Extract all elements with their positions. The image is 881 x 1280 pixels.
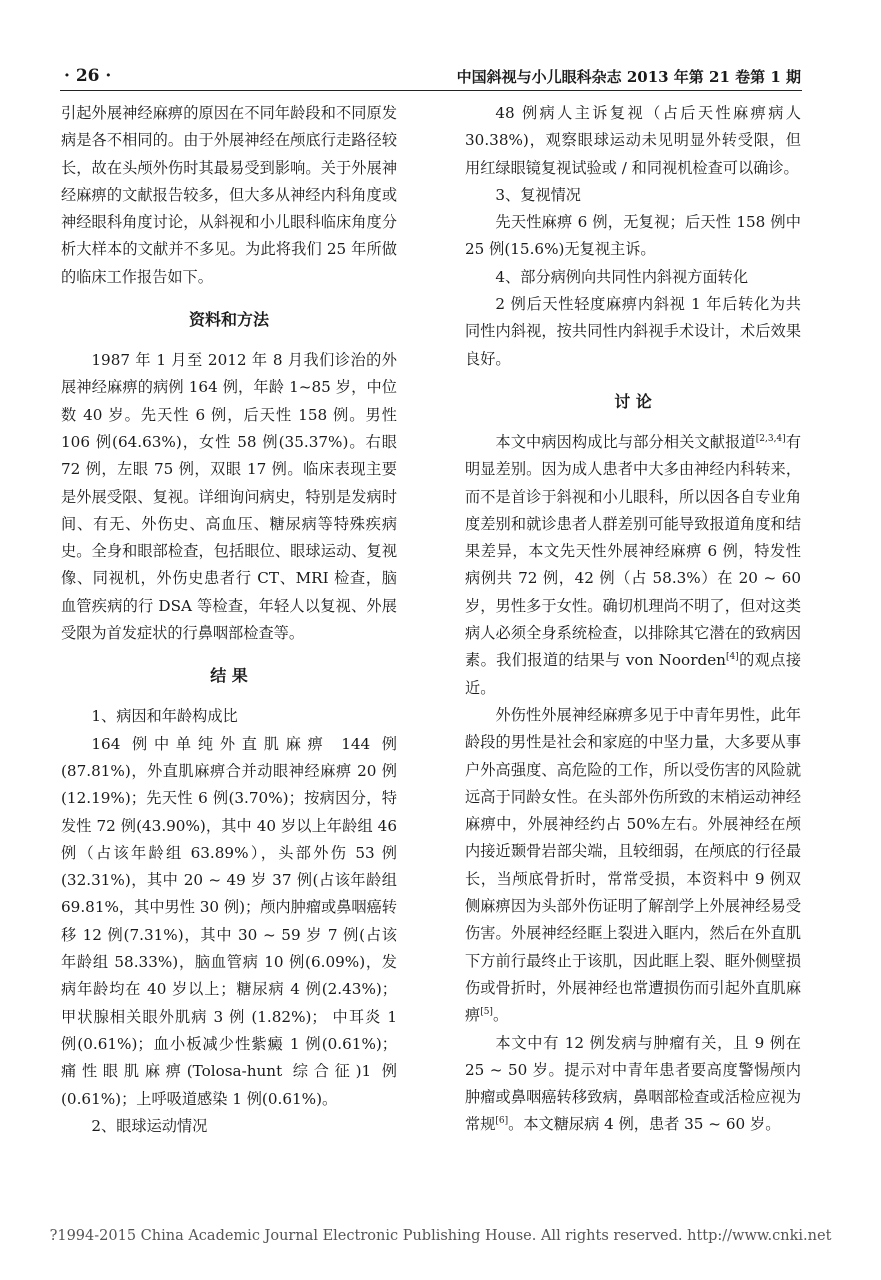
page-header [0,66,881,92]
results-paragraph-3: 先天性麻痹 6 例，无复视；后天性 158 例中 25 例(15.6%)无复视主诉。 [465,213,801,259]
results-subheading-3: 3、复视情况 [495,185,581,204]
results-subheading-4: 4、部分病例向共同性内斜视方面转化 [495,267,749,286]
left-column [61,100,397,1140]
citation: [6] [495,1116,509,1127]
discussion-paragraph-3 [465,1030,801,1139]
citation: [5] [480,1007,493,1018]
discussion-text: 的观点接近。 [465,651,801,697]
discussion-text: 外伤性外展神经麻痹多见于中青年男性，此年龄段的男性是社会和家庭的中坚力量，大多要从事户外高强度、高危险的工作，所以受伤害的风险就远高于同龄女性。在头部外伤所致的末梢运动神经麻痹中，外展神经约占 50%左右。外展神经在颅内接近颞骨岩部尖端，且较细弱，在颅底的行径最长，当颅底骨折时，常常受损，本资料中 9 例双侧麻痹因为头部外伤证明了解剖学上外展神经易受伤害。外展神经经眶上裂进入眶内，然后在外直肌下方前行最终止于该肌，因此眶上裂、眶外侧壁损伤或骨折时，外展神经也常遭损伤而引起外直肌麻痹 [465,705,801,1025]
discussion-text: 本文中有 12 例发病与肿瘤有关，且 9 例在 25 ~ 50 岁。提示对中青年患者要高度警惕颅内肿瘤或鼻咽癌转移致病，鼻咽部检查或活检应视为常规 [465,1033,801,1134]
discussion-text: 有明显差别。因为成人患者中大多由神经内科转来，而不是首诊于斜视和小儿眼科，所以因各自专业角度差别和就诊患者人群差别可能导致报道角度和结果差异，本文先天性外展神经麻痹 6 例，特发性病例共 72 例，42 例（占 58.3%）在 20 ~ 60 岁，男性多于女性。确切机理尚不明了，但对这类病人必须全身系统检查，以排除其它潜在的致病因素。我们报道的结果与 von Noorden [465,432,802,670]
page-number: · 26 · [64,66,112,86]
discussion-paragraph-1 [465,429,801,702]
discussion-text: 本文中病因构成比与部分相关文献报道 [495,432,756,451]
discussion-heading: 讨 论 [614,391,652,411]
journal-title: 中国斜视与小儿眼科杂志 2013 年第 21 卷第 1 期 [456,68,801,86]
results-paragraph-1: 164 例中单纯外直肌麻痹 144 例(87.81%)，外直肌麻痹合并动眼神经麻痹 20 例(12.19%)；先天性 6 例(3.70%)；按病因分，特发性 72 例(43.90%)，其中 40 岁以上年龄组 46 例（占该年龄组 63.89%），头部外伤 53 例(32.31%)，其中 20 ~ 49 岁 37 例(占该年龄组 69.81%，其中男性 30 例)；颅内肿瘤或鼻咽癌转移 12 例(7.31%)，其中 30 ~ 59 岁 7 例(占该年龄组 58.33%)，脑血管病 10 例(6.09%)，发病年龄均在 40 岁以上；糖尿病 4 例(2.43%)；甲状腺相关眼外肌病 3 例 (1.82%)； 中耳炎 1 例(0.61%)；血小板减少性紫癜 1 例(0.61%)；痛性眼肌麻痹(Tolosa-hunt 综合征)1 例(0.61%)；上呼吸道感染 1 例(0.61%)。 [61,734,397,1108]
results-subheading-2: 2、眼球运动情况 [91,1116,208,1135]
copyright-footer: ?1994-2015 China Academic Journal Electronic Publishing House. All rights reserved. http://www.cnki.net [49,1228,832,1244]
methods-heading: 资料和方法 [188,310,269,330]
right-column [465,100,801,1139]
discussion-text: 。本文糖尿病 4 例，患者 35 ~ 60 岁。 [508,1115,781,1134]
header-rule [60,90,802,91]
intro-paragraph: 引起外展神经麻痹的原因在不同年龄段和不同原发病是各不相同的。由于外展神经在颅底行走路径较长，故在头颅外伤时其最易受到影响。关于外展神经麻痹的文献报告较多，但大多从神经内科角度或神经眼科角度讨论，从斜视和小儿眼科临床角度分析大样本的文献并不多见。为此将我们 25 年所做的临床工作报告如下。 [61,104,397,286]
methods-paragraph: 1987 年 1 月至 2012 年 8 月我们诊治的外展神经麻痹的病例 164 例，年龄 1~85 岁，中位数 40 岁。先天性 6 例，后天性 158 例。男性 106 例(64.63%)，女性 58 例(35.37%)。右眼 72 例，左眼 75 例，双眼 17 例。临床表现主要是外展受限、复视。详细询问病史，特别是发病时间、有无、外伤史、高血压、糖尿病等特殊疾病史。全身和眼部检查，包括眼位、眼球运动、复视像、同视机，外伤史患者行 CT、MRI 检查，脑血管疾病的行 DSA 等检查，年轻人以复视、外展受限为首发症状的行鼻咽部检查等。 [61,351,397,643]
discussion-paragraph-2 [465,702,801,1030]
discussion-text: 。 [492,1006,509,1025]
citation: [2,3,4] [755,433,786,444]
results-paragraph-2: 48 例病人主诉复视（占后天性麻痹病人30.38%)，观察眼球运动未见明显外转受限，但用红绿眼镜复视试验或 / 和同视机检查可以确诊。 [465,104,801,177]
citation: [4] [725,652,739,663]
results-subheading-1: 1、病因和年龄构成比 [91,707,238,726]
results-paragraph-4: 2 例后天性轻度麻痹内斜视 1 年后转化为共同性内斜视，按共同性内斜视手术设计，术后效果良好。 [465,295,801,368]
results-heading: 结 果 [210,666,248,686]
